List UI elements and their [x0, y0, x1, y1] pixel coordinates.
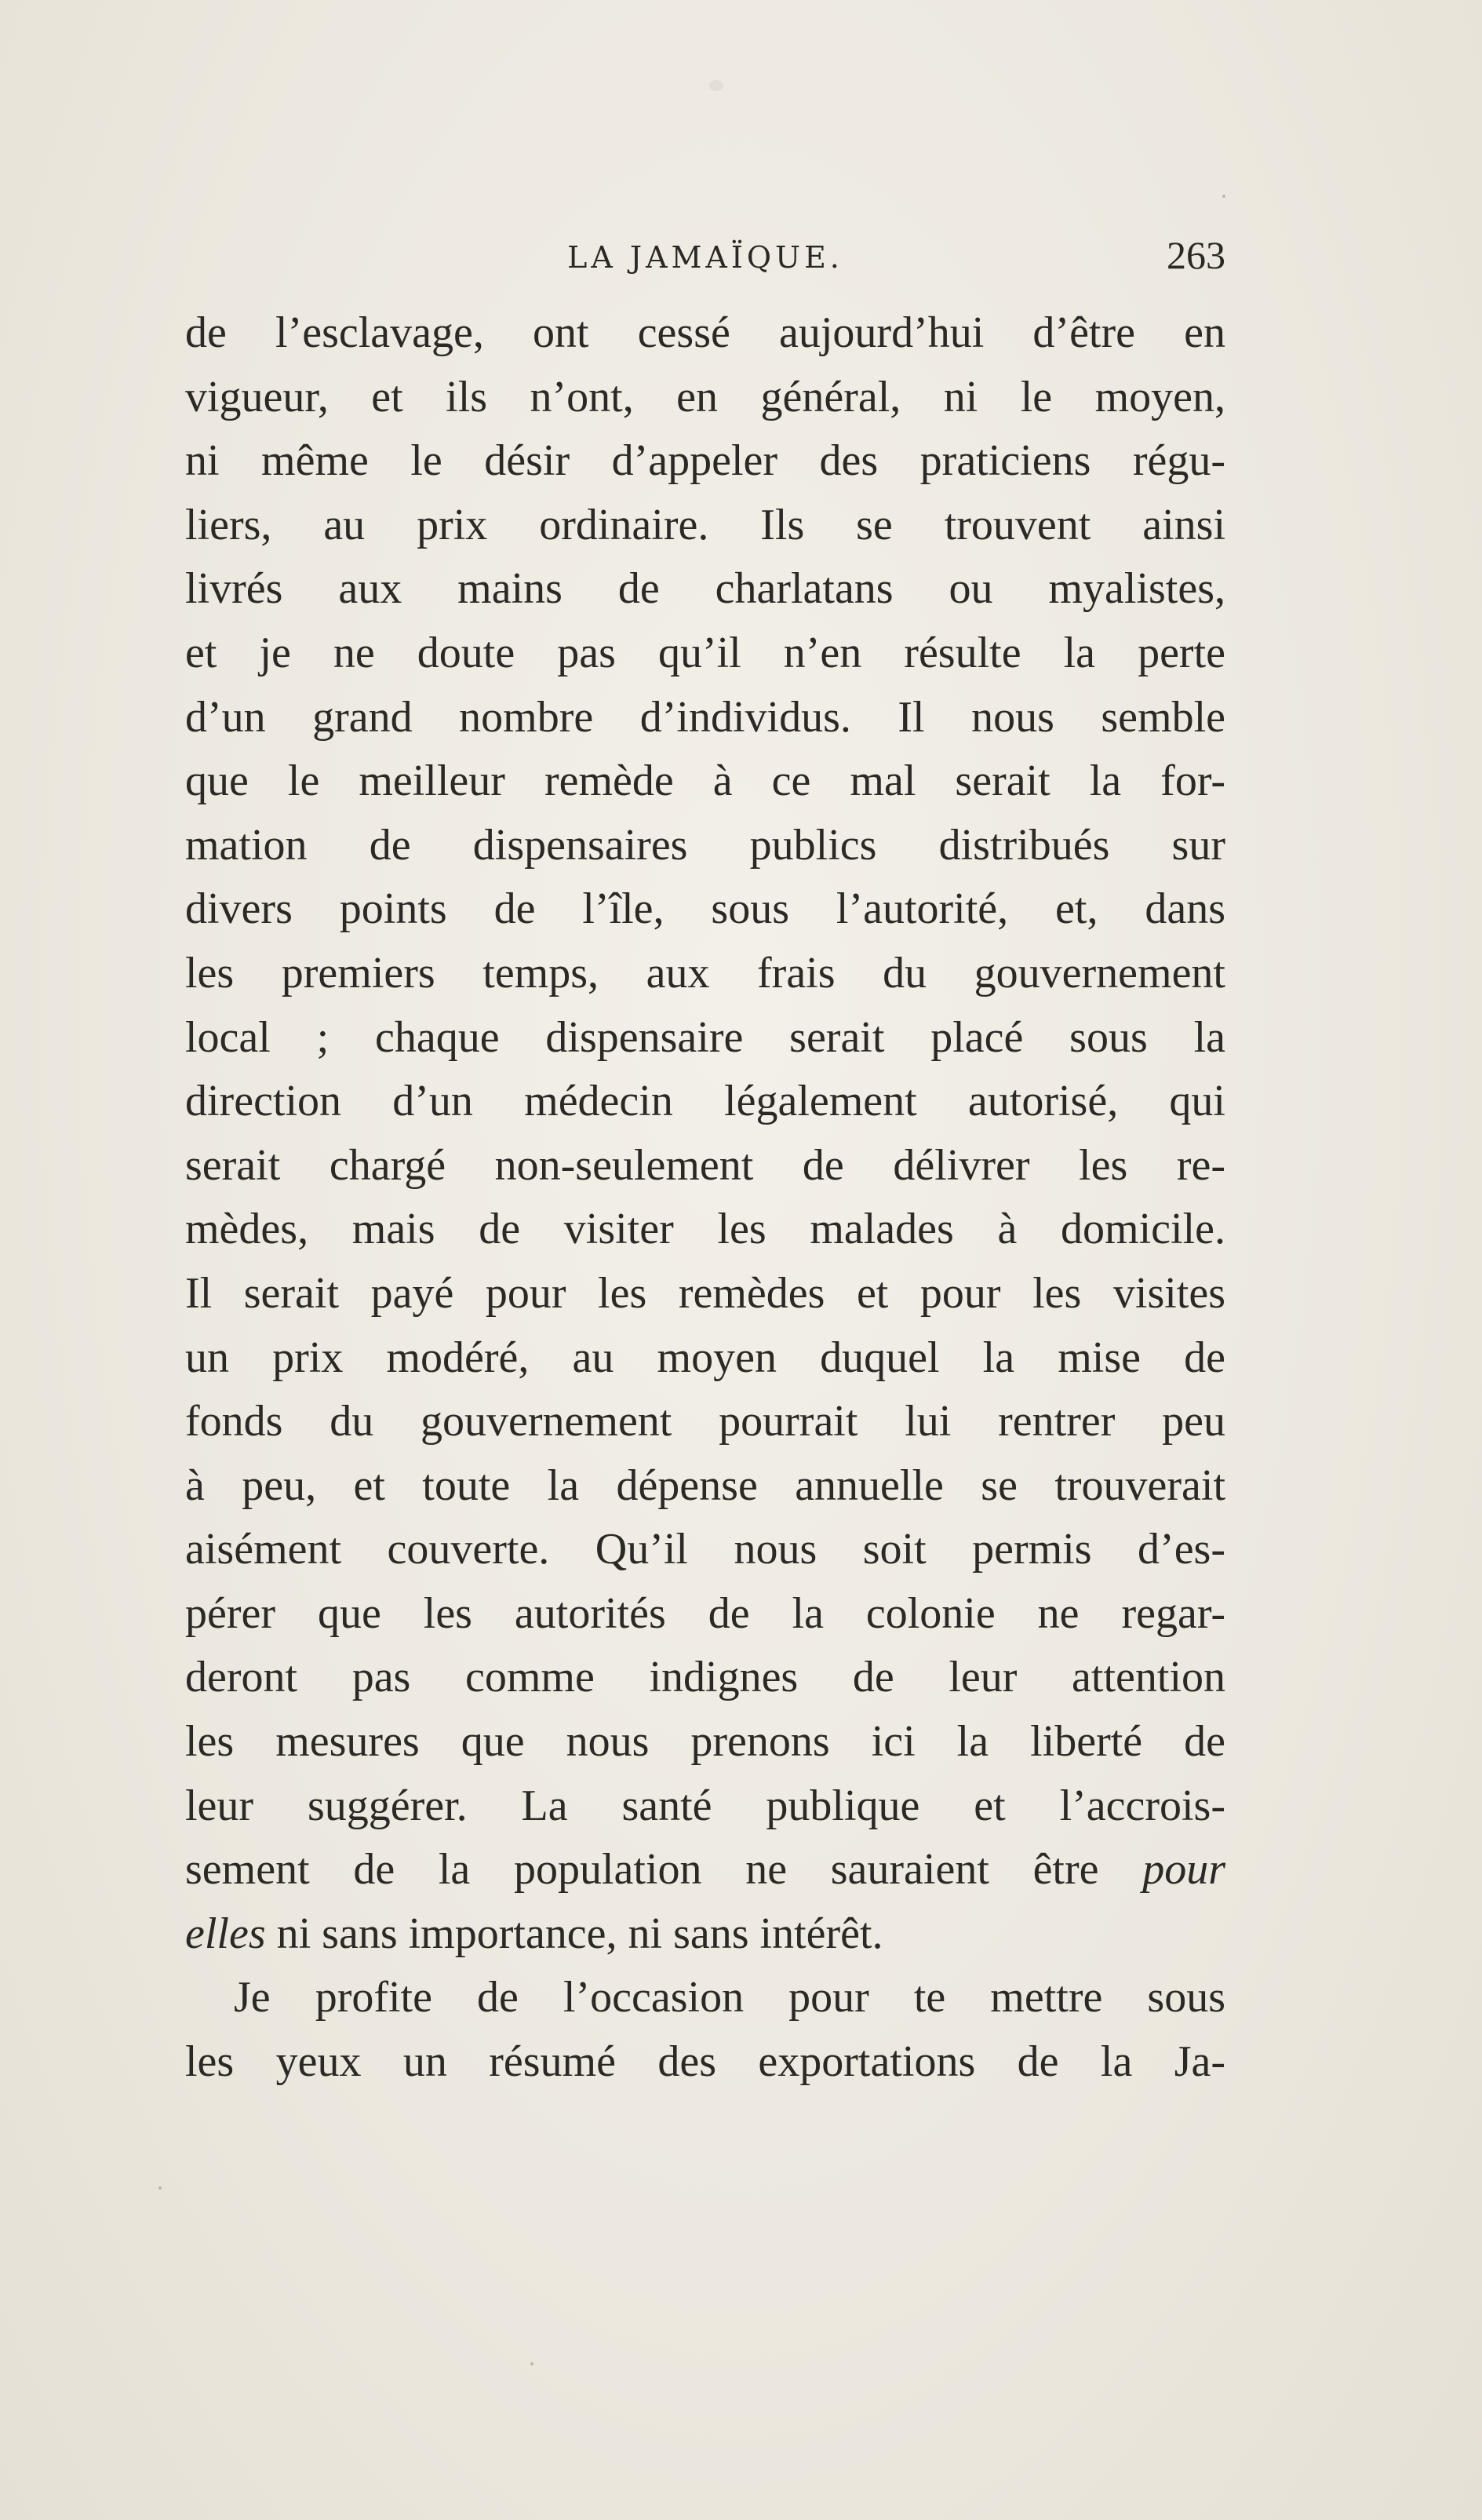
text-line: Il serait payé pour les remèdes et pour les visites — [185, 1268, 1225, 1318]
text-line-with-italic — [185, 1838, 1225, 1902]
text-line: de l’esclavage, ont cessé aujourd’hui d’être en — [185, 308, 1225, 357]
text-line: les yeux un résumé des exportations de la Ja- — [185, 2037, 1225, 2087]
text-line: direction d’un médecin légalement autorisé, qui — [185, 1077, 1225, 1126]
paragraph-start-line: Je profite de l’occasion pour te mettre sous — [234, 1973, 1225, 2022]
italic-word: elles — [185, 1909, 266, 1958]
text-line: aisément couverte. Qu’il nous soit permis d’es- — [185, 1525, 1225, 1574]
text-line: et je ne doute pas qu’il n’en résulte la perte — [185, 628, 1225, 677]
text-line: les mesures que nous prenons ici la liberté de — [185, 1717, 1225, 1767]
text-line: que le meilleur remède à ce mal serait la for- — [185, 757, 1225, 806]
text-line: mation de dispensaires publics distribués sur — [185, 820, 1225, 870]
text-line: les premiers temps, aux frais du gouvernement — [185, 948, 1225, 997]
paper-speck — [1222, 195, 1225, 198]
text-line: pérer que les autorités de la colonie ne regar- — [185, 1588, 1225, 1638]
text-line: mèdes, mais de visiter les malades à domicile. — [185, 1205, 1225, 1254]
text-line: à peu, et toute la dépense annuelle se trouverait — [185, 1461, 1225, 1510]
paper-speck — [158, 2186, 162, 2190]
page-number: 263 — [1167, 233, 1225, 277]
text-line: ni même le désir d’appeler des praticiens régu- — [185, 436, 1225, 486]
text-line: deront pas comme indignes de leur attention — [185, 1653, 1225, 1702]
text-segment: ni sans importance, ni sans intérêt. — [265, 1909, 883, 1958]
italic-word: pour — [1142, 1845, 1225, 1895]
paragraph-end-line — [185, 1902, 1225, 1967]
text-line: liers, au prix ordinaire. Ils se trouvent ainsi — [185, 500, 1225, 549]
running-head — [185, 232, 1225, 287]
text-line: divers points de l’île, sous l’autorité, et, dans — [185, 884, 1225, 934]
paper-speck — [530, 2362, 533, 2365]
running-title: LA JAMAÏQUE. — [567, 240, 843, 275]
text-line: fonds du gouvernement pourrait lui rentrer peu — [185, 1397, 1225, 1446]
text-line: un prix modéré, au moyen duquel la mise de — [185, 1333, 1225, 1382]
text-segment: sement de la population ne sauraient être — [185, 1845, 1099, 1895]
text-line: d’un grand nombre d’individus. Il nous semble — [185, 692, 1225, 742]
text-line: livrés aux mains de charlatans ou myalistes, — [185, 564, 1225, 614]
body-text — [185, 301, 1225, 2095]
text-line: leur suggérer. La santé publique et l’accrois- — [185, 1781, 1225, 1830]
text-line: local ; chaque dispensaire serait placé sous la — [185, 1012, 1225, 1062]
paper-speck — [709, 80, 723, 91]
text-line: serait chargé non-seulement de délivrer les re- — [185, 1140, 1225, 1190]
text-line: vigueur, et ils n’ont, en général, ni le moyen, — [185, 372, 1225, 421]
